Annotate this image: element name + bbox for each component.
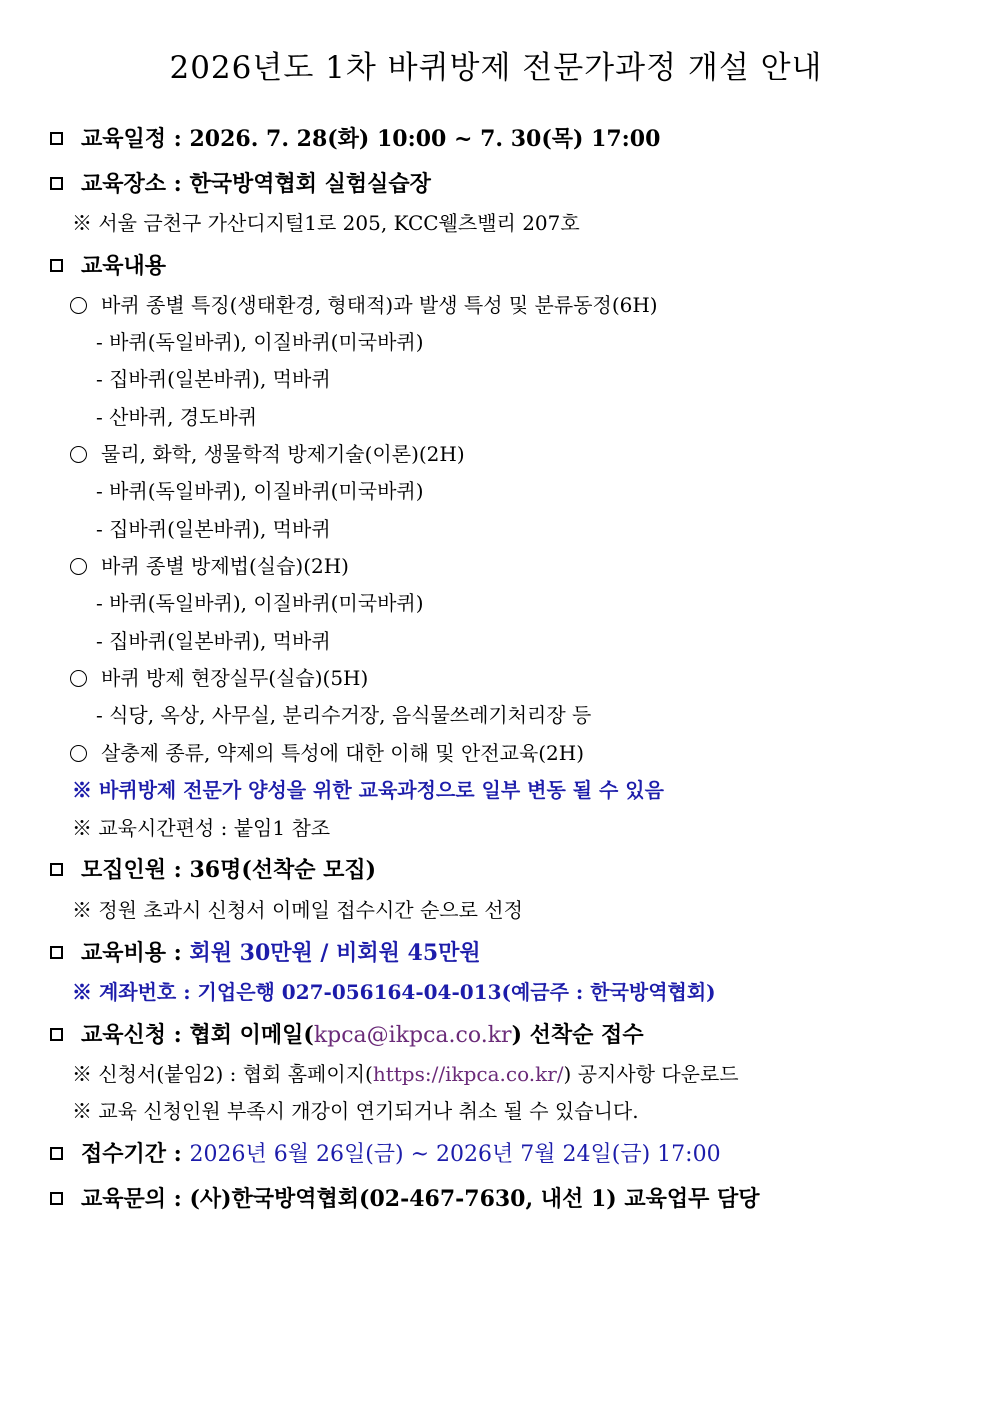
content-subitem: - 집바퀴(일본바퀴), 먹바퀴 [96,367,331,391]
checkbox-square-icon [50,177,63,190]
checkbox-square-icon [50,1147,63,1160]
inquiry-value: (사)한국방역협회(02-467-7630, 내선 1) 교육업무 담당 [189,1186,760,1212]
apply-cancel-note: ※ 교육 신청인원 부족시 개강이 연기되거나 취소 될 수 있습니다. [72,1099,639,1123]
content-subitem: - 바퀴(독일바퀴), 이질바퀴(미국바퀴) [96,479,424,503]
schedule-value: 2026. 7. 28(화) 10:00 ~ 7. 30(목) 17:00 [189,126,661,152]
checkbox-square-icon [50,1028,63,1041]
content-label: 교육내용 [81,253,167,279]
content-item: 물리, 화학, 생물학적 방제기술(이론)(2H) [70,441,465,467]
content-subitem: - 집바퀴(일본바퀴), 먹바퀴 [96,517,331,541]
checkbox-square-icon [50,863,63,876]
circle-bullet-icon [70,446,87,463]
recruit-value: 36명(선착순 모집) [189,857,377,883]
content-change-notice: ※ 바퀴방제 전문가 양성을 위한 교육과정으로 일부 변동 될 수 있음 [72,778,664,802]
circle-bullet-icon [70,297,87,314]
content-item: 살충제 종류, 약제의 특성에 대한 이해 및 안전교육(2H) [70,740,584,766]
content-subitem: - 집바퀴(일본바퀴), 먹바퀴 [96,629,331,653]
venue-value: 한국방역협회 실험실습장 [189,171,431,197]
section-recruit: 모집인원 : 36명(선착순 모집) [50,855,376,885]
venue-label: 교육장소 [81,171,167,197]
recruit-note: ※ 정원 초과시 신청서 이메일 접수시간 순으로 선정 [72,898,523,922]
inquiry-label: 교육문의 [81,1186,167,1212]
section-inquiry: 교육문의 : (사)한국방역협회(02-467-7630, 내선 1) 교육업무 담당 [50,1184,760,1214]
venue-address-note: ※ 서울 금천구 가산디지털1로 205, KCC웰츠밸리 207호 [72,211,580,235]
apply-email-link[interactable]: kpca@ikpca.co.kr [313,1023,512,1048]
content-schedule-note: ※ 교육시간편성 : 붙임1 참조 [72,816,331,840]
content-subitem: - 식당, 옥상, 사무실, 분리수거장, 음식물쓰레기처리장 등 [96,703,592,727]
section-fee: 교육비용 : 회원 30만원 / 비회원 45만원 [50,938,481,968]
page-title: 2026년도 1차 바퀴방제 전문가과정 개설 안내 [169,50,823,86]
period-label: 접수기간 [81,1141,167,1167]
content-subitem: - 바퀴(독일바퀴), 이질바퀴(미국바퀴) [96,330,424,354]
fee-account-note: ※ 계좌번호 : 기업은행 027-056164-04-013(예금주 : 한국방역협회) [72,980,716,1004]
circle-bullet-icon [70,558,87,575]
section-schedule: 교육일정 : 2026. 7. 28(화) 10:00 ~ 7. 30(목) 17:00 [50,124,660,154]
checkbox-square-icon [50,132,63,145]
fee-value: 회원 30만원 / 비회원 45만원 [189,940,481,966]
content-item: 바퀴 방제 현장실무(실습)(5H) [70,665,368,691]
section-period: 접수기간 : 2026년 6월 26일(금) ~ 2026년 7월 24일(금) 17:00 [50,1139,721,1170]
content-item: 바퀴 종별 방제법(실습)(2H) [70,553,349,579]
content-item: 바퀴 종별 특징(생태환경, 형태적)과 발생 특성 및 분류동정(6H) [70,292,658,318]
apply-form-note: ※ 신청서(붙임2) : 협회 홈페이지(https://ikpca.co.kr/) 공지사항 다운로드 [72,1062,739,1086]
homepage-link[interactable]: https://ikpca.co.kr/ [372,1062,564,1086]
section-content [50,251,166,281]
checkbox-square-icon [50,1192,63,1205]
circle-bullet-icon [70,745,87,762]
content-subitem: - 바퀴(독일바퀴), 이질바퀴(미국바퀴) [96,591,424,615]
schedule-label: 교육일정 [81,126,167,152]
checkbox-square-icon [50,259,63,272]
section-apply: 교육신청 : 협회 이메일(kpca@ikpca.co.kr) 선착순 접수 [50,1020,644,1051]
fee-label: 교육비용 [81,940,167,966]
recruit-label: 모집인원 [81,857,167,883]
content-subitem: - 산바퀴, 경도바퀴 [96,405,258,429]
circle-bullet-icon [70,670,87,687]
section-venue: 교육장소 : 한국방역협회 실험실습장 [50,169,431,199]
apply-label: 교육신청 [81,1022,167,1048]
checkbox-square-icon [50,946,63,959]
period-value: 2026년 6월 26일(금) ~ 2026년 7월 24일(금) 17:00 [189,1142,721,1167]
